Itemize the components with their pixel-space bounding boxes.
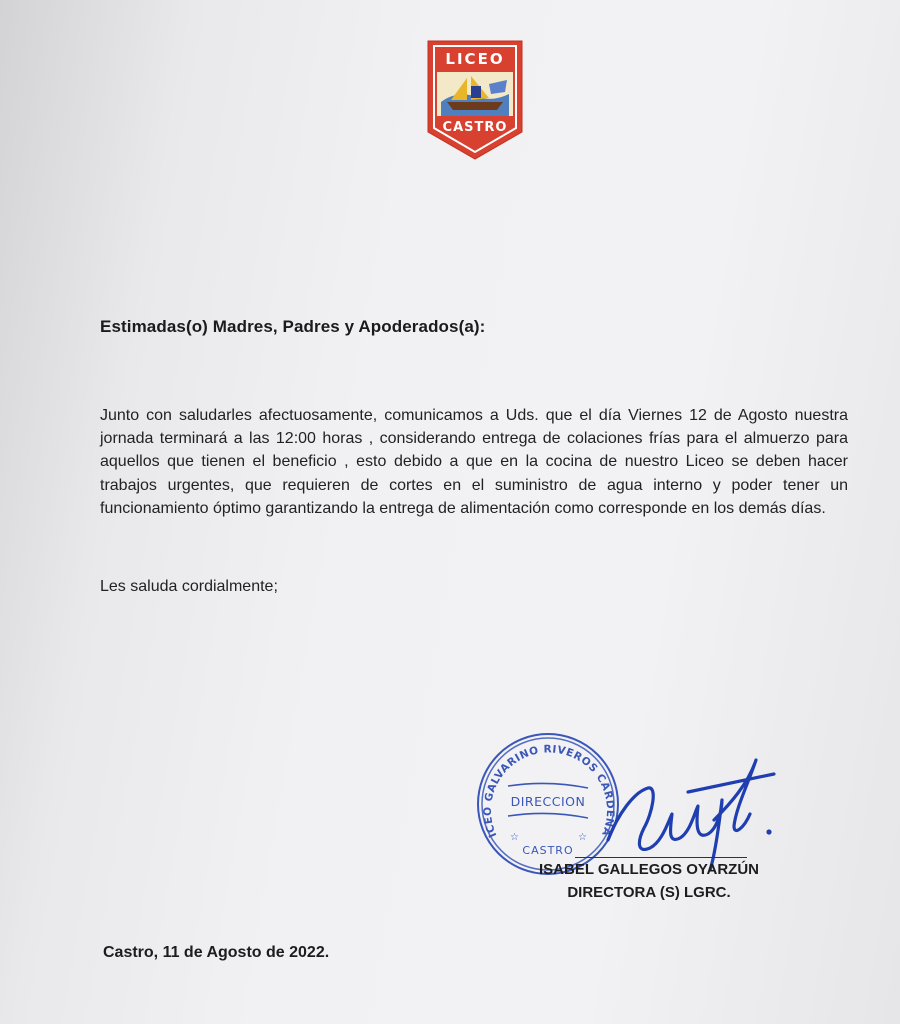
- date-line: Castro, 11 de Agosto de 2022.: [103, 944, 330, 961]
- stamp-star-icon-right: ☆: [578, 832, 587, 843]
- logo-bottom-text: CASTRO: [442, 120, 508, 135]
- letter-body-paragraph: Junto con saludarles afectuosamente, comunicamos a Uds. que el día Viernes 12 de Agosto nuestra jornada terminará a las 12:00 horas , considerando entrega de colaciones frías para el almuerzo para aquellos que tienen el beneficio , esto debido a que en la cocina de nuestro Liceo se deben hacer trabajos urgentes, que requieren de cortes en el suministro de agua interno y poder tener un funcionamiento óptimo garantizando la entrega de alimentación como corresponde en los demás días.: [100, 407, 848, 517]
- stamp-ring-text: ICEO GALVARINO RIVEROS CARDENA: [481, 743, 617, 840]
- logo-top-text: LICEO: [445, 50, 505, 68]
- closing-line: Les saluda cordialmente;: [100, 578, 278, 595]
- signer-name: ISABEL GALLEGOS OYARZÚN: [538, 861, 760, 878]
- school-crest-logo: [427, 40, 523, 160]
- stamp-star-icon-left: ☆: [510, 832, 519, 843]
- stamp-bottom-text: CASTRO: [522, 844, 574, 857]
- salutation-heading: Estimadas(o) Madres, Padres y Apoderados(a):: [100, 317, 486, 336]
- stamp-center-text: DIRECCION: [510, 794, 586, 809]
- signature-line: [575, 857, 747, 858]
- signer-title: DIRECTORA (S) LGRC.: [567, 884, 731, 901]
